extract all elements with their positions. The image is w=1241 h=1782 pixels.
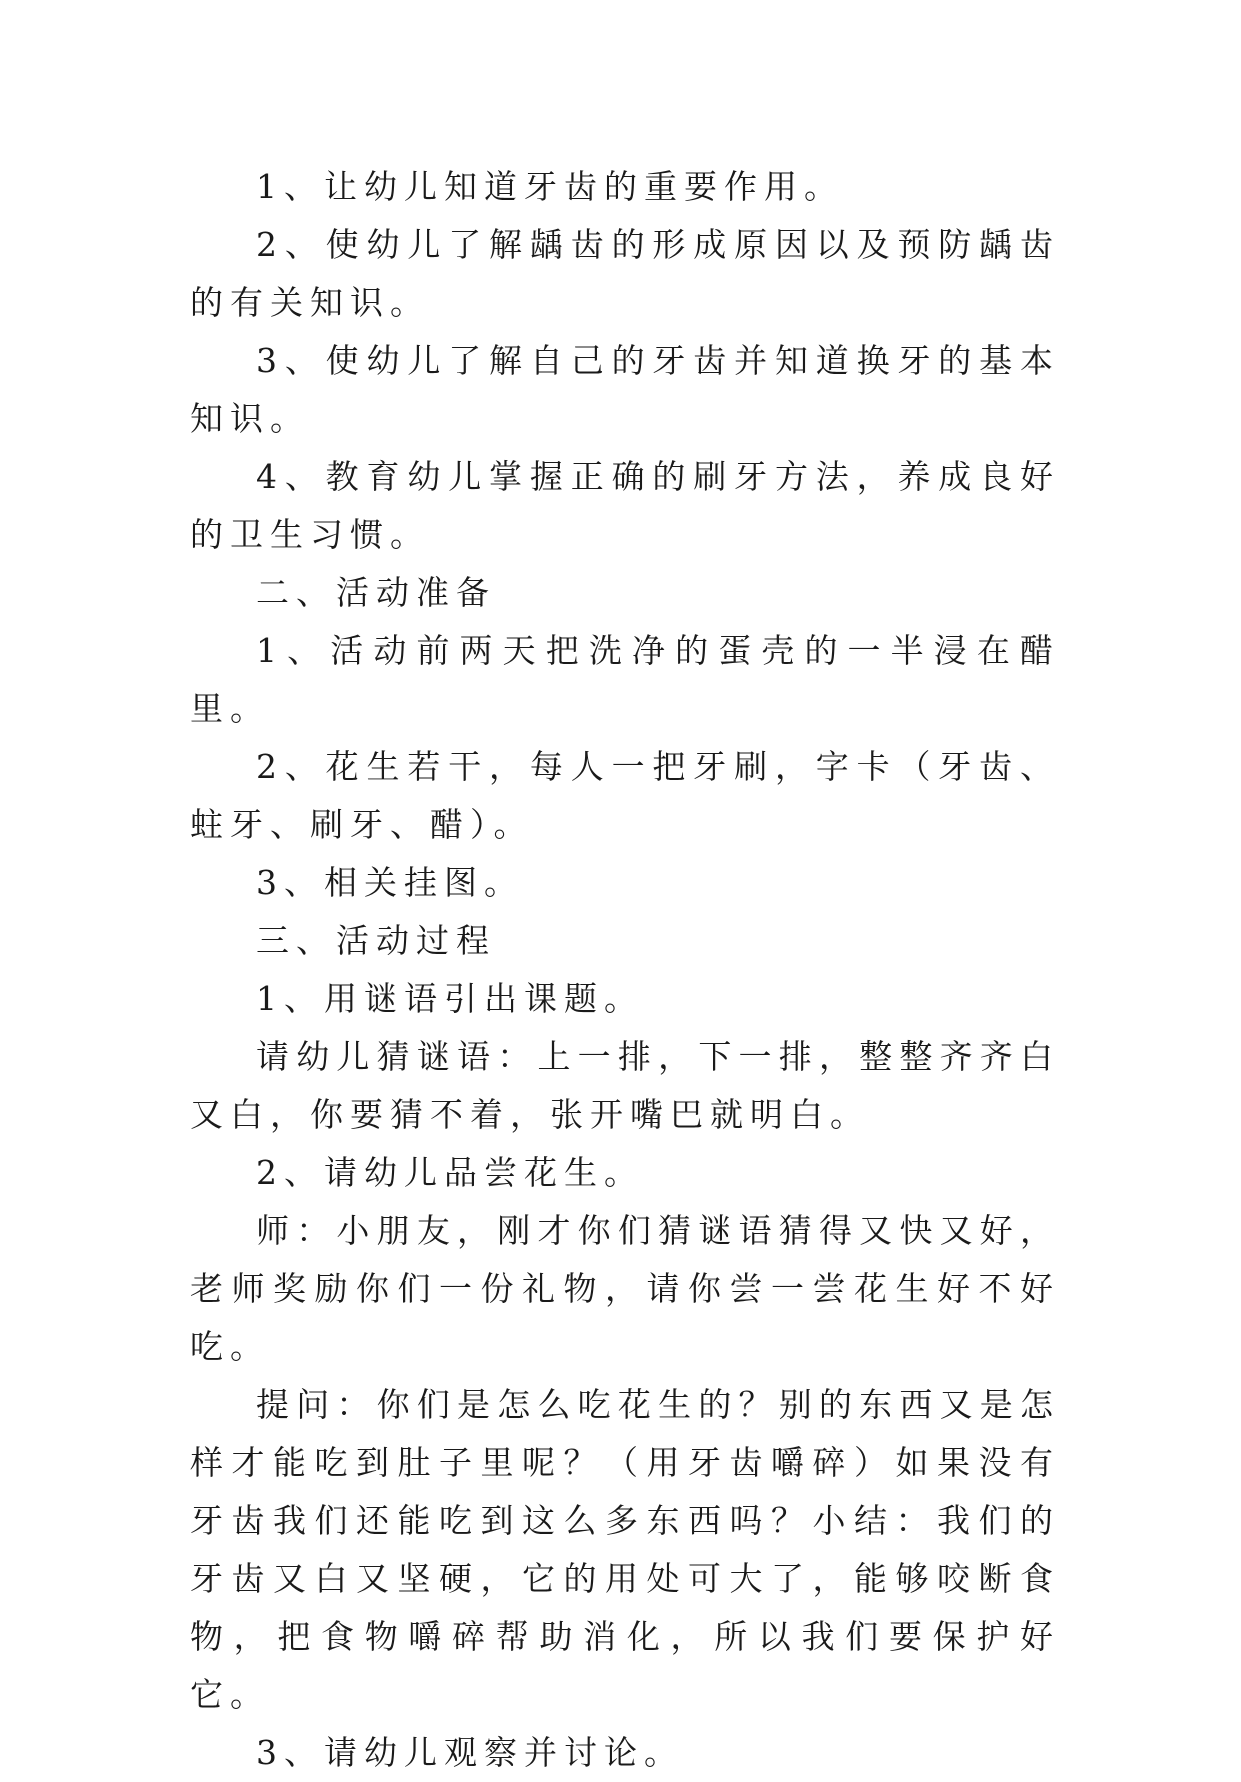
riddle-paragraph: 请幼儿猜谜语：上一排，下一排，整整齐齐白又白，你要猜不着，张开嘴巴就明白。 [190, 1037, 1060, 1134]
process-step-3: 3、请幼儿观察并讨论。 [256, 1733, 684, 1772]
preparation-2: 2、花生若干，每人一把牙刷，字卡（牙齿、蛀牙、刷牙、醋）。 [190, 747, 1060, 844]
teacher-speech: 师：小朋友，刚才你们猜谜语猜得又快又好，老师奖励你们一份礼物，请你尝一尝花生好不好吃。 [190, 1211, 1060, 1366]
goal-4: 4、教育幼儿掌握正确的刷牙方法，养成良好的卫生习惯。 [190, 457, 1060, 554]
process-step-1: 1、用谜语引出课题。 [256, 979, 644, 1018]
document-body [190, 158, 1060, 1782]
process-step-2: 2、请幼儿品尝花生。 [256, 1153, 644, 1192]
section-heading-process: 三、活动过程 [256, 921, 496, 960]
goal-3: 3、使幼儿了解自己的牙齿并知道换牙的基本知识。 [190, 341, 1060, 438]
preparation-3: 3、相关挂图。 [256, 863, 524, 902]
preparation-1: 1、活动前两天把洗净的蛋壳的一半浸在醋里。 [190, 631, 1060, 728]
question-summary: 提问：你们是怎么吃花生的？别的东西又是怎样才能吃到肚子里呢？（用牙齿嚼碎）如果没有牙齿我们还能吃到这么多东西吗？小结：我们的牙齿又白又坚硬，它的用处可大了，能够咬断食物，把食物嚼碎帮助消化，所以我们要保护好它。 [190, 1385, 1060, 1714]
goal-2: 2、使幼儿了解龋齿的形成原因以及预防龋齿的有关知识。 [190, 225, 1060, 322]
section-heading-preparation: 二、活动准备 [256, 573, 496, 612]
goal-1: 1、让幼儿知道牙齿的重要作用。 [256, 167, 844, 206]
